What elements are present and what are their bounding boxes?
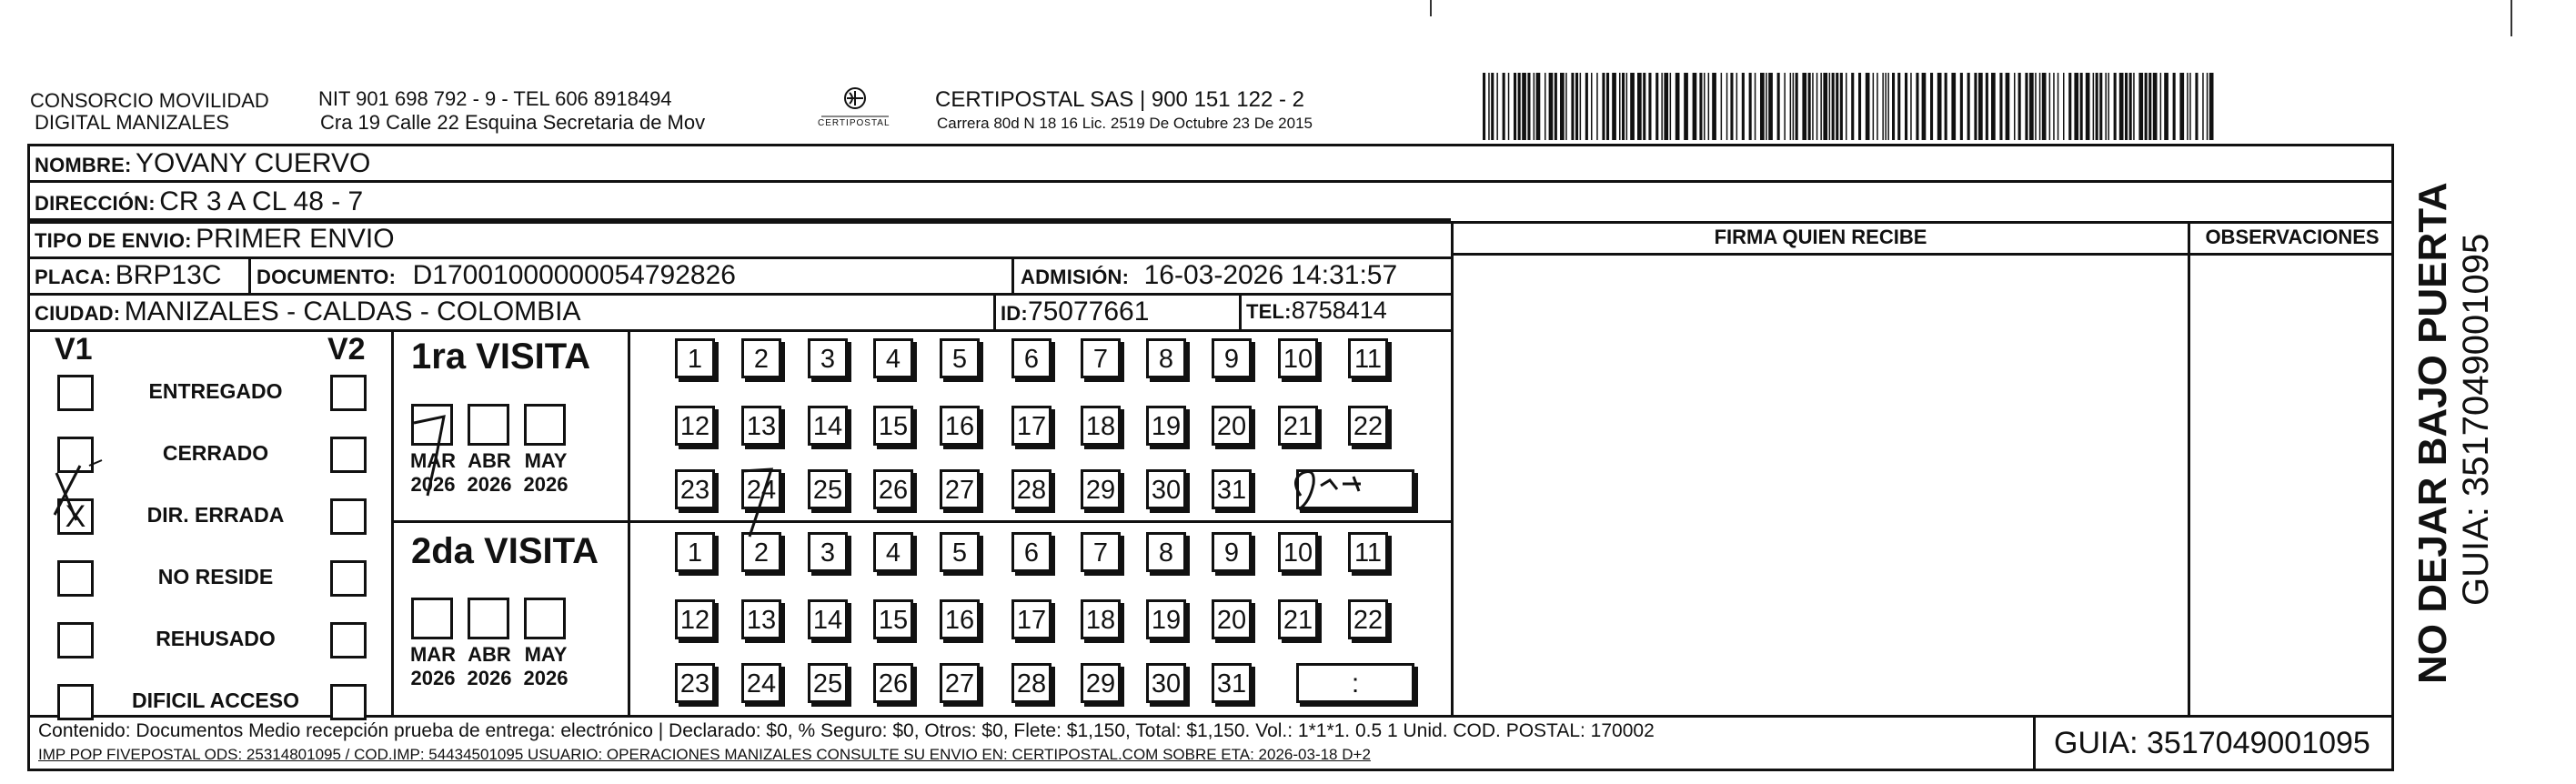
barcode-bar [1643,73,1645,140]
barcode-bar [1866,73,1870,140]
tipo-envio-row [35,224,395,255]
barcode-bar [2093,73,2095,140]
second-day-26[interactable]: 26 [873,663,913,703]
barcode-bar [1986,73,1988,140]
v1-header: V1 [55,332,93,367]
barcode-bar [1892,73,1895,140]
print-info-line: IMP POP FIVEPOSTAL ODS: 25314801095 / COD.IMP: 54434501095 USUARIO: OPERACIONES MANIZALES CONSULTE SU ENVIO EN: CERTIPOSTAL.COM SOBRE ETA: 2026-03-18 D+2 [38,746,1371,763]
first-day-27[interactable]: 27 [940,469,980,509]
barcode-bar [1545,73,1546,140]
second-day-6[interactable]: 6 [1011,532,1052,572]
status-label: NO RESIDE [157,565,274,588]
barcode-bar [1796,73,1798,140]
no-dejar-bajo-puerta: NO DEJAR BAJO PUERTA [2410,182,2455,684]
first-day-29[interactable]: 29 [1081,469,1121,509]
second-day-4[interactable]: 4 [873,532,913,572]
month-label: ABR 2026 [467,449,512,496]
observaciones-header: OBSERVACIONES [2205,226,2380,248]
barcode-bar [1858,73,1861,140]
barcode-bar [1637,73,1642,140]
scan-mark [1430,0,1432,16]
second-day-29[interactable]: 29 [1081,663,1121,703]
first-day-23[interactable]: 23 [675,469,715,509]
barcode-bar [1518,73,1521,140]
barcode-bar [1565,73,1567,140]
placa-value: BRP13C [115,260,222,290]
barcode-bar [2114,73,2117,140]
v1-checkbox[interactable] [57,622,94,658]
month-checkbox-may[interactable] [524,598,566,639]
first-day-16[interactable]: 16 [940,406,980,446]
barcode-bar [1840,73,1843,140]
second-day-24[interactable]: 24 [741,663,781,703]
guia-box: GUIA: 3517049001095 [2054,726,2370,760]
direccion-row [35,186,363,217]
barcode-bar [1591,73,1593,140]
barcode-bar [1736,73,1738,140]
status-label: CERRADO [162,441,269,465]
first-day-10[interactable]: 10 [1278,338,1318,378]
second-day-10[interactable]: 10 [1278,532,1318,572]
barcode-bar [1784,73,1786,140]
second-day-23[interactable]: 23 [675,663,715,703]
barcode-bar [1670,73,1672,140]
first-day-5[interactable]: 5 [940,338,980,378]
v2-header: V2 [327,332,366,367]
v2-checkbox[interactable] [330,622,367,658]
certipostal-logo [814,84,896,138]
barcode-bar [2173,73,2176,140]
first-day-17[interactable]: 17 [1011,406,1052,446]
barcode-bar [2145,73,2148,140]
month-checkbox-abr[interactable] [468,404,509,446]
barcode-bar [2049,73,2051,140]
certipostal-logo-icon [814,84,896,138]
v2-checkbox[interactable] [330,437,367,473]
first-time-box[interactable] [1296,469,1414,509]
second-day-16[interactable]: 16 [940,599,980,639]
month-label: MAY 2026 [523,449,569,496]
v1-checkbox[interactable] [57,375,94,411]
barcode-bar [2068,73,2071,140]
barcode-bar [1527,73,1530,140]
barcode-bar [1571,73,1574,140]
first-day-1[interactable]: 1 [675,338,715,378]
month-label: MAR 2026 [409,449,457,496]
barcode-bar [2108,73,2109,140]
barcode-bar [1602,73,1605,140]
barcode-bar [1684,73,1688,140]
v2-checkbox[interactable] [330,375,367,411]
barcode-bar [1851,73,1854,140]
direccion-value: CR 3 A CL 48 - 7 [159,186,364,216]
barcode-bar [1885,73,1887,140]
second-day-17[interactable]: 17 [1011,599,1052,639]
barcode-bar [1606,73,1609,140]
second-time-box[interactable]: : [1296,663,1414,703]
nombre-label: NOMBRE: [35,154,132,176]
barcode-bar [1812,73,1814,140]
barcode-bar [2086,73,2090,140]
second-day-22[interactable]: 22 [1348,599,1388,639]
barcode-bar [2014,73,2016,140]
second-day-31[interactable]: 31 [1212,663,1252,703]
first-day-8[interactable]: 8 [1146,338,1186,378]
barcode-bar [1960,73,1963,140]
barcode-bar [2133,73,2135,140]
barcode-bar [1760,73,1765,140]
barcode-bar [2018,73,2021,140]
ciudad-value: MANIZALES - CALDAS - COLOMBIA [124,297,581,327]
barcode-bar [1937,73,1942,140]
nombre-row [35,148,370,179]
carrier-address: Carrera 80d N 18 16 Lic. 2519 De Octubre 23 De 2015 [937,115,1313,132]
ciudad-label: CIUDAD: [35,302,121,325]
barcode-bar [1704,73,1706,140]
company-name-line2: DIGITAL MANIZALES [35,111,229,134]
second-day-19[interactable]: 19 [1146,599,1186,639]
barcode-bar [1768,73,1773,140]
barcode-bar [1999,73,2002,140]
barcode-bar [1910,73,1912,140]
barcode-bar [2074,73,2078,140]
second-day-15[interactable]: 15 [873,599,913,639]
second-visit-title: 2da VISITA [411,531,599,571]
placa-label: PLACA: [35,266,112,288]
status-label: ENTREGADO [148,379,283,403]
barcode-bar [1675,73,1680,140]
first-day-2[interactable]: 2 [741,338,781,378]
first-day-13[interactable]: 13 [741,406,781,446]
sender-address: Cra 19 Calle 22 Esquina Secretaria de Mov [320,111,706,134]
barcode-bar [1820,73,1822,140]
month-label: MAY 2026 [523,643,569,689]
nit-line: NIT 901 698 792 - 9 - TEL 606 8918494 [318,87,672,110]
barcode-bar [1693,73,1697,140]
barcode-bar [1655,73,1658,140]
barcode-bar [1730,73,1733,140]
barcode-bar [1575,73,1578,140]
barcode-bar [1766,73,1767,140]
month-checkbox-mar[interactable] [411,598,453,639]
id-label: ID: [1001,302,1028,325]
barcode-bar [1793,73,1795,140]
first-day-21[interactable]: 21 [1278,406,1318,446]
first-day-18[interactable]: 18 [1081,406,1121,446]
tipo-envio-label: TIPO DE ENVIO: [35,229,192,252]
barcode-bar [1626,73,1628,140]
documento-value: D17001000000054792826 [412,260,736,290]
id-row [1001,297,1149,327]
second-day-14[interactable]: 14 [808,599,848,639]
barcode-bar [1726,73,1728,140]
scan-mark [2511,0,2512,36]
barcode-bar [2096,73,2098,140]
signature-area[interactable] [1454,256,2186,713]
barcode-bar [1930,73,1933,140]
barcode-bar [1967,73,1970,140]
first-day-26[interactable]: 26 [873,469,913,509]
barcode-bar [1823,73,1827,140]
admision-label: ADMISIÓN: [1021,266,1130,288]
barcode-bar [1534,73,1535,140]
barcode-bar [1832,73,1835,140]
first-day-15[interactable]: 15 [873,406,913,446]
barcode-bar [1699,73,1702,140]
second-day-7[interactable]: 7 [1081,532,1121,572]
first-visit-title: 1ra VISITA [411,337,591,377]
barcode-bar [1708,73,1710,140]
first-day-6[interactable]: 6 [1011,338,1052,378]
barcode-bar [2138,73,2143,140]
first-day-28[interactable]: 28 [1011,469,1052,509]
barcode-bar [2164,73,2168,140]
barcode-bar [1555,73,1557,140]
first-day-22[interactable]: 22 [1348,406,1388,446]
barcode-bar [1951,73,1956,140]
barcode-bar [1897,73,1900,140]
month-checkbox-may[interactable] [524,404,566,446]
id-value: 75077661 [1027,297,1150,327]
barcode-bar [2125,73,2128,140]
barcode-bar [2129,73,2132,140]
logo-text: CERTIPOSTAL [818,118,891,128]
barcode-bar [2042,73,2047,140]
documento-label: DOCUMENTO: [257,266,397,288]
barcode-bar [1585,73,1588,140]
barcode-bar [2006,73,2010,140]
month-label: ABR 2026 [467,643,512,689]
barcode-bar [1922,73,1927,140]
status-label: DIFICIL ACCESO [131,689,299,712]
barcode-bar [2189,73,2191,140]
barcode-bar [1549,73,1554,140]
barcode-bar [1503,73,1505,140]
first-day-19[interactable]: 19 [1146,406,1186,446]
second-day-1[interactable]: 1 [675,532,715,572]
second-day-12[interactable]: 12 [675,599,715,639]
side-guia-number: GUIA: 3517049001095 [2456,233,2496,606]
barcode-bar [1808,73,1811,140]
barcode-bar [1802,73,1806,140]
barcode-bar [1887,73,1889,140]
ciudad-row [35,297,581,327]
barcode-bar [2148,73,2151,140]
second-day-21[interactable]: 21 [1278,599,1318,639]
v1-checkbox[interactable] [57,437,94,473]
first-day-31[interactable]: 31 [1212,469,1252,509]
barcode-bar [1836,73,1838,140]
barcode-bar [2063,73,2065,140]
second-day-28[interactable]: 28 [1011,663,1052,703]
barcode-bar [2080,73,2083,140]
second-day-18[interactable]: 18 [1081,599,1121,639]
admision-value: 16-03-2026 14:31:57 [1143,260,1398,290]
barcode-bar [1945,73,1947,140]
first-day-7[interactable]: 7 [1081,338,1121,378]
tipo-envio-value: PRIMER ENVIO [196,224,395,254]
first-day-3[interactable]: 3 [808,338,848,378]
barcode-bar [2029,73,2034,140]
second-day-13[interactable]: 13 [741,599,781,639]
direccion-label: DIRECCIÓN: [35,192,156,215]
first-day-12[interactable]: 12 [675,406,715,446]
tel-label: TEL: [1246,300,1292,323]
barcode-bar [1882,73,1884,140]
first-day-24[interactable]: 24 [741,469,781,509]
barcode-bar [1749,73,1752,140]
first-day-9[interactable]: 9 [1212,338,1252,378]
observations-area[interactable] [2190,256,2392,713]
barcode-bar [1790,73,1792,140]
second-day-30[interactable]: 30 [1146,663,1186,703]
barcode-bar [1491,73,1494,140]
barcode-bar [2209,73,2214,140]
month-checkbox-abr[interactable] [468,598,509,639]
barcode-bar [1648,73,1651,140]
barcode-bar [2053,73,2055,140]
v1-checkbox[interactable] [57,684,94,720]
firma-header: FIRMA QUIEN RECIBE [1714,226,1927,248]
month-label: MAR 2026 [409,643,457,689]
v2-checkbox[interactable] [330,498,367,535]
barcode-bar [1829,73,1831,140]
barcode [1483,73,2215,140]
status-label: DIR. ERRADA [146,503,285,527]
v1-checkbox[interactable] [57,560,94,597]
second-day-20[interactable]: 20 [1212,599,1252,639]
barcode-bar [1742,73,1745,140]
handwritten-time [1299,466,1301,467]
barcode-bar [2179,73,2184,140]
barcode-bar [1916,73,1918,140]
barcode-bar [1596,73,1598,140]
first-day-14[interactable]: 14 [808,406,848,446]
v1-checkbox[interactable]: X [57,498,94,535]
first-day-25[interactable]: 25 [808,469,848,509]
carrier-line: CERTIPOSTAL SAS | 900 151 122 - 2 [935,87,1304,112]
barcode-bar [1664,73,1668,140]
second-day-11[interactable]: 11 [1348,532,1388,572]
barcode-bar [2025,73,2028,140]
barcode-bar [2119,73,2124,140]
barcode-bar [1978,73,1983,140]
barcode-bar [1974,73,1977,140]
first-day-4[interactable]: 4 [873,338,913,378]
barcode-bar [1712,73,1716,140]
barcode-bar [1905,73,1907,140]
barcode-bar [1846,73,1847,140]
barcode-bar [1496,73,1498,140]
barcode-bar [1877,73,1878,140]
barcode-bar [2035,73,2037,140]
barcode-bar [2195,73,2198,140]
barcode-bar [1536,73,1541,140]
barcode-bar [2153,73,2158,140]
barcode-bar [2207,73,2209,140]
second-day-8[interactable]: 8 [1146,532,1186,572]
barcode-bar [1580,73,1582,140]
barcode-bar [1483,73,1485,140]
barcode-bar [1622,73,1625,140]
barcode-bar [2099,73,2102,140]
second-day-25[interactable]: 25 [808,663,848,703]
status-label: REHUSADO [156,627,276,650]
barcode-bar [1488,73,1490,140]
barcode-bar [2160,73,2162,140]
barcode-bar [1612,73,1616,140]
first-day-11[interactable]: 11 [1348,338,1388,378]
barcode-bar [2039,73,2041,140]
company-name-line1: CONSORCIO MOVILIDAD [30,89,269,112]
second-day-3[interactable]: 3 [808,532,848,572]
second-day-9[interactable]: 9 [1212,532,1252,572]
barcode-bar [1508,73,1510,140]
barcode-bar [1560,73,1565,140]
admision-row [1021,260,1397,291]
barcode-bar [1522,73,1526,140]
second-day-2[interactable]: 2 [741,532,781,572]
first-day-20[interactable]: 20 [1212,406,1252,446]
barcode-bar [1619,73,1621,140]
barcode-bar [1630,73,1635,140]
first-day-30[interactable]: 30 [1146,469,1186,509]
month-checkbox-mar[interactable] [411,404,453,446]
barcode-bar [1991,73,1996,140]
barcode-bar [1721,73,1723,140]
v2-checkbox[interactable] [330,684,367,720]
tel-value: 8758414 [1291,297,1387,324]
tel-row [1246,297,1387,325]
barcode-bar [2202,73,2204,140]
barcode-bar [1816,73,1818,140]
barcode-bar [2187,73,2189,140]
barcode-bar [1661,73,1663,140]
placa-row [35,260,221,291]
barcode-bar [1755,73,1756,140]
barcode-bar [2105,73,2107,140]
second-day-27[interactable]: 27 [940,663,980,703]
v2-checkbox[interactable] [330,560,367,597]
barcode-bar [2058,73,2059,140]
barcode-bar [1514,73,1516,140]
contents-line: Contenido: Documentos Medio recepción prueba de entrega: electrónico | Declarado: $0, % Seguro: $0, Otros: $0, Flete: $1,150, Total: $1,150. Vol.: 1*1*1. 0.5 1 Unid. COD. POSTAL: 170002 [38,720,1655,741]
documento-row [257,260,736,291]
nombre-value: YOVANY CUERVO [135,148,371,178]
barcode-bar [1873,73,1875,140]
barcode-bar [1777,73,1780,140]
second-day-5[interactable]: 5 [940,532,980,572]
